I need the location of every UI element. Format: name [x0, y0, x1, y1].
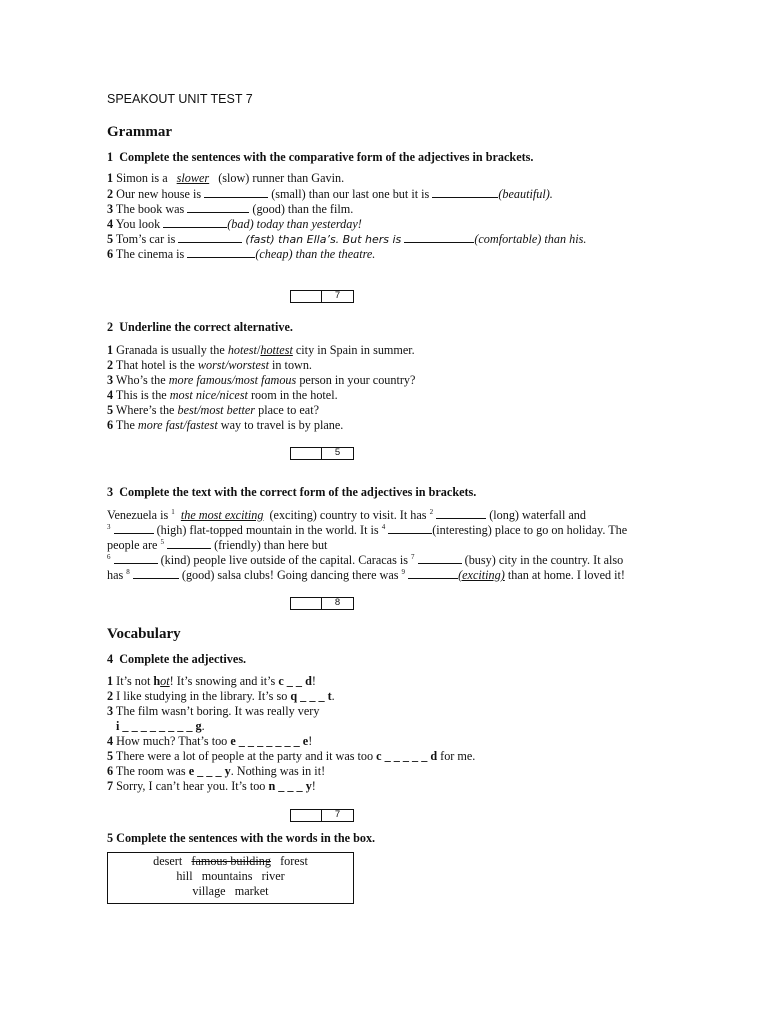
word: river: [261, 869, 285, 883]
word: market: [234, 884, 269, 898]
ex2-item-3: 3 Who’s the more famous/most famous person in your country?: [107, 373, 416, 387]
answer-blank[interactable]: [114, 552, 158, 564]
alternative[interactable]: best: [177, 403, 198, 417]
answer-blank[interactable]: [178, 231, 242, 243]
alternative[interactable]: most nice: [169, 388, 217, 402]
word: hill: [176, 869, 193, 883]
word-box-row: [108, 854, 353, 869]
word: village: [192, 884, 226, 898]
answer-blank[interactable]: [114, 522, 154, 534]
answer-blank[interactable]: [418, 552, 462, 564]
ex4-item-3: 3 The film wasn’t boring. It was really very: [107, 704, 320, 718]
answer-blank[interactable]: [167, 537, 211, 549]
ex1-item-5: 5 Tom’s car is (fast) than Ella’s. But hers is (comfortable) than his.: [107, 232, 587, 246]
score-box-ex2: [290, 447, 354, 460]
score-value: 8: [334, 597, 341, 608]
ex4-item-6: 6 The room was e _ _ _ y. Nothing was in it!: [107, 764, 326, 778]
answer-blank[interactable]: [204, 186, 268, 198]
word: desert: [153, 854, 183, 868]
ex2-item-4: 4 This is the most nice/nicest room in the hotel.: [107, 388, 338, 402]
test-title: SPEAKOUT UNIT TEST 7: [107, 92, 253, 106]
ex4-item-2: 2 I like studying in the library. It’s so q _ _ _ t.: [107, 689, 335, 703]
ex4-item-4: 4 How much? That’s too e _ _ _ _ _ _ _ e!: [107, 734, 313, 748]
answer-slower: slower: [176, 171, 210, 185]
word-box-row: [108, 869, 353, 884]
ex4-item-3-word: i _ _ _ _ _ _ _ _ g.: [116, 719, 205, 733]
ex4-item-7: 7 Sorry, I can’t hear you. It’s too n _ _ _ y!: [107, 779, 316, 793]
ex2-item-2: 2 That hotel is the worst/worstest in town.: [107, 358, 312, 372]
word: forest: [280, 854, 308, 868]
score-box-ex4: [290, 809, 354, 822]
word-crossed-out: famous building: [191, 854, 271, 868]
ex4-item-5: 5 There were a lot of people at the party and it was too c _ _ _ _ _ d for me.: [107, 749, 476, 763]
alternative[interactable]: more famous: [168, 373, 232, 387]
score-box-ex1: [290, 290, 354, 303]
alternative[interactable]: worst: [197, 358, 225, 372]
ex1-instruction: 1 Complete the sentences with the comparative form of the adjectives in brackets.: [107, 150, 534, 164]
answer-blank[interactable]: [388, 522, 432, 534]
alternative[interactable]: worstest: [228, 358, 269, 372]
alternative[interactable]: most famous: [234, 373, 297, 387]
ex1-item-4: 4 You look (bad) today than yesterday!: [107, 217, 362, 231]
ex3-line-1: Venezuela is $^1$ the most exciting (exciting) country to visit. It has $^2$ (long) waterfall and: [107, 507, 586, 522]
answer-blank[interactable]: [187, 246, 255, 258]
answer-most-exciting: the most exciting: [180, 508, 264, 522]
score-box-ex3: [290, 597, 354, 610]
ex3-line-4: $^6$ (kind) people live outside of the capital. Caracas is $^7$ (busy) city in the country. It also: [107, 552, 624, 567]
answer-blank[interactable]: [408, 567, 458, 579]
ex5-instruction: 5 Complete the sentences with the words in the box.: [107, 831, 376, 845]
alternative[interactable]: hotest: [227, 343, 257, 357]
ex4-item-1: 1 It’s not hot! It’s snowing and it’s c _ _ d!: [107, 674, 316, 688]
alternative-underlined[interactable]: hottest: [260, 343, 293, 357]
ex4-instruction: 4 Complete the adjectives.: [107, 652, 247, 666]
answer-blank[interactable]: [432, 186, 498, 198]
section-heading-vocabulary: Vocabulary: [107, 626, 181, 642]
answer-ot: ot: [160, 674, 170, 688]
ex1-item-2: 2 Our new house is (small) than our last one but it is (beautiful).: [107, 187, 553, 201]
section-heading-grammar: Grammar: [107, 124, 172, 140]
alternative[interactable]: nicest: [219, 388, 248, 402]
ex2-item-5: 5 Where’s the best/most better place to eat?: [107, 403, 319, 417]
word-box: [107, 852, 354, 904]
answer-blank[interactable]: [163, 216, 227, 228]
alternative[interactable]: most better: [200, 403, 256, 417]
answer-blank[interactable]: [133, 567, 179, 579]
handwritten-answer: (fast) than Ella’s. But hers is: [245, 233, 402, 246]
ex1-item-6: 6 The cinema is (cheap) than the theatre.: [107, 247, 376, 261]
word: mountains: [201, 869, 253, 883]
alternative[interactable]: more fast: [137, 418, 184, 432]
alternative[interactable]: fastest: [186, 418, 218, 432]
score-value: 5: [334, 447, 341, 458]
ex1-item-3: 3 The book was (good) than the film.: [107, 202, 354, 216]
ex3-line-3: people are $^5$ (friendly) than here but: [107, 537, 328, 552]
ex1-item-1: 1 Simon is a slower (slow) runner than Gavin.: [107, 171, 345, 185]
answer-blank[interactable]: [404, 231, 474, 243]
answer-blank[interactable]: [187, 201, 249, 213]
ex2-instruction: 2 Underline the correct alternative.: [107, 320, 293, 334]
score-value: 7: [334, 809, 341, 820]
ex3-line-5: has $^8$ (good) salsa clubs! Going dancing there was $^9$ (exciting) than at home. I loved it!: [107, 567, 625, 582]
ex2-item-1: 1 Granada is usually the hotest/hottest city in Spain in summer.: [107, 343, 415, 357]
answer-blank[interactable]: [436, 507, 486, 519]
ex3-instruction: 3 Complete the text with the correct form of the adjectives in brackets.: [107, 485, 477, 499]
word-box-row: [108, 884, 353, 899]
ex2-item-6: 6 The more fast/fastest way to travel is by plane.: [107, 418, 344, 432]
ex3-line-2: $^3$ (high) flat-topped mountain in the world. It is $^4$ (interesting) place to go on holiday. The: [107, 522, 628, 537]
score-value: 7: [334, 290, 341, 301]
